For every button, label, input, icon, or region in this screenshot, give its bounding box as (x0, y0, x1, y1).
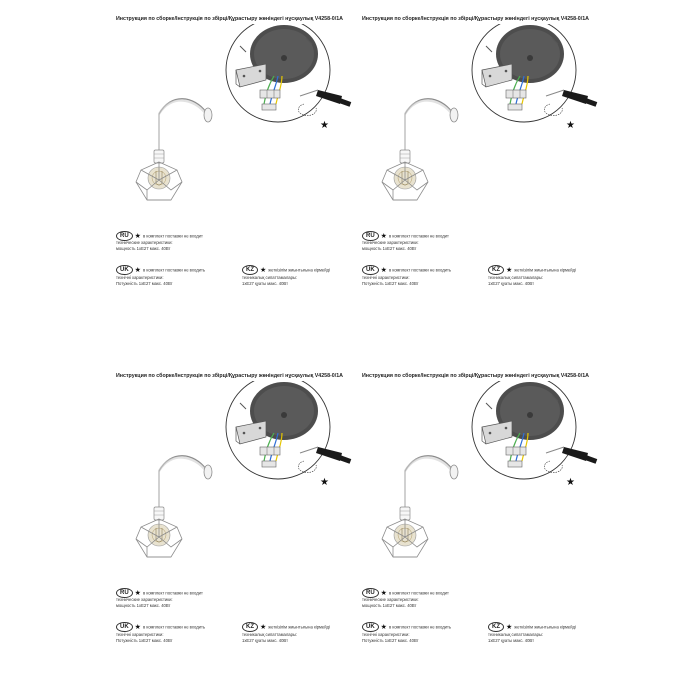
spec-uk (362, 632, 419, 643)
spec-kz (242, 275, 297, 286)
note-uk: в комплект поставки не входить (142, 267, 206, 273)
panel-title: Инструкция по сборке/Інструкція по збірці/Құрастыру жөніндегі нұсқаулық V4258-0/1А (116, 16, 343, 22)
note-kz: жеткізілім жиынтығына кірмейді (514, 267, 576, 273)
note-ru: в комплект поставки не входит (388, 233, 449, 239)
spec-uk (116, 632, 173, 643)
spec-heading-ru: технические характеристики: (116, 597, 173, 602)
star-icon: ★ (134, 623, 141, 631)
lang-badge-uk: UK (362, 622, 379, 632)
star-icon: ★ (134, 232, 141, 240)
panel-title: Инструкция по сборке/Інструкція по збірці/Құрастыру жөніндегі нұсқаулық V4258-0/1А (116, 373, 343, 379)
lang-badge-kz: KZ (242, 622, 258, 632)
assembly-illustration (116, 381, 356, 591)
star-icon: ★ (260, 266, 267, 274)
lang-badge-kz: KZ (488, 265, 504, 275)
star-icon: ★ (380, 266, 387, 274)
note-kz: жеткізілім жиынтығына кірмейді (268, 624, 330, 630)
instruction-panel (116, 373, 356, 673)
spec-heading-uk: технічні характеристики: (116, 632, 164, 637)
star-icon: ★ (260, 623, 267, 631)
spec-heading-uk: технічні характеристики: (116, 275, 164, 280)
instruction-panel (362, 16, 602, 316)
spec-ru (116, 240, 173, 251)
note-ru: в комплект поставки не входит (142, 590, 203, 596)
lang-badge-ru: RU (116, 588, 133, 598)
spec-value-uk: Потужність 1хЕ27 макс. 40Вт (116, 637, 173, 643)
note-ru: в комплект поставки не входит (388, 590, 449, 596)
spec-uk (116, 275, 173, 286)
spec-value-kz: 1хЕ27 қуаты макс. 40Вт (488, 280, 534, 286)
spec-heading-ru: технические характеристики: (116, 240, 173, 245)
spec-value-ru: мощность 1хЕ27 макс. 40Вт (362, 245, 417, 251)
lang-badge-uk: UK (116, 622, 133, 632)
spec-heading-kz: техникалық сипаттамалары: (488, 632, 544, 637)
lang-badge-uk: UK (362, 265, 379, 275)
note-uk: в комплект поставки не входить (388, 267, 452, 273)
spec-kz (488, 275, 543, 286)
instruction-panel (116, 16, 356, 316)
star-icon: ★ (380, 623, 387, 631)
assembly-illustration (116, 24, 356, 234)
star-icon: ★ (380, 589, 387, 597)
spec-heading-kz: техникалық сипаттамалары: (488, 275, 544, 280)
spec-heading-kz: техникалық сипаттамалары: (242, 632, 298, 637)
assembly-illustration (362, 24, 602, 234)
panel-title: Инструкция по сборке/Інструкція по збірці/Құрастыру жөніндегі нұсқаулық V4258-0/1А (362, 373, 589, 379)
spec-value-kz: 1хЕ27 қуаты макс. 40Вт (242, 280, 288, 286)
spec-uk (362, 275, 419, 286)
spec-heading-ru: технические характеристики: (362, 597, 419, 602)
note-uk: в комплект поставки не входить (142, 624, 206, 630)
lang-badge-kz: KZ (242, 265, 258, 275)
spec-heading-kz: техникалық сипаттамалары: (242, 275, 298, 280)
spec-heading-uk: технічні характеристики: (362, 632, 410, 637)
star-icon: ★ (380, 232, 387, 240)
lang-badge-ru: RU (362, 231, 379, 241)
spec-ru (362, 240, 419, 251)
spec-value-ru: мощность 1хЕ27 макс. 40Вт (116, 245, 171, 251)
note-ru: в комплект поставки не входит (142, 233, 203, 239)
star-icon: ★ (134, 266, 141, 274)
spec-value-uk: Потужність 1хЕ27 макс. 40Вт (362, 637, 419, 643)
spec-ru (362, 597, 419, 608)
spec-value-ru: мощность 1хЕ27 макс. 40Вт (116, 602, 171, 608)
panel-title: Инструкция по сборке/Інструкція по збірці/Құрастыру жөніндегі нұсқаулық V4258-0/1А (362, 16, 589, 22)
spec-value-kz: 1хЕ27 қуаты макс. 40Вт (242, 637, 288, 643)
star-icon: ★ (506, 623, 513, 631)
spec-kz (242, 632, 297, 643)
lang-badge-uk: UK (116, 265, 133, 275)
lang-badge-ru: RU (116, 231, 133, 241)
spec-value-ru: мощность 1хЕ27 макс. 40Вт (362, 602, 417, 608)
spec-heading-ru: технические характеристики: (362, 240, 419, 245)
lang-badge-ru: RU (362, 588, 379, 598)
spec-value-uk: Потужність 1хЕ27 макс. 40Вт (116, 280, 173, 286)
assembly-illustration (362, 381, 602, 591)
instruction-panel (362, 373, 602, 673)
lang-badge-kz: KZ (488, 622, 504, 632)
note-kz: жеткізілім жиынтығына кірмейді (514, 624, 576, 630)
spec-value-uk: Потужність 1хЕ27 макс. 40Вт (362, 280, 419, 286)
star-icon: ★ (134, 589, 141, 597)
note-kz: жеткізілім жиынтығына кірмейді (268, 267, 330, 273)
star-icon: ★ (506, 266, 513, 274)
spec-heading-uk: технічні характеристики: (362, 275, 410, 280)
spec-kz (488, 632, 543, 643)
spec-ru (116, 597, 173, 608)
spec-value-kz: 1хЕ27 қуаты макс. 40Вт (488, 637, 534, 643)
note-uk: в комплект поставки не входить (388, 624, 452, 630)
